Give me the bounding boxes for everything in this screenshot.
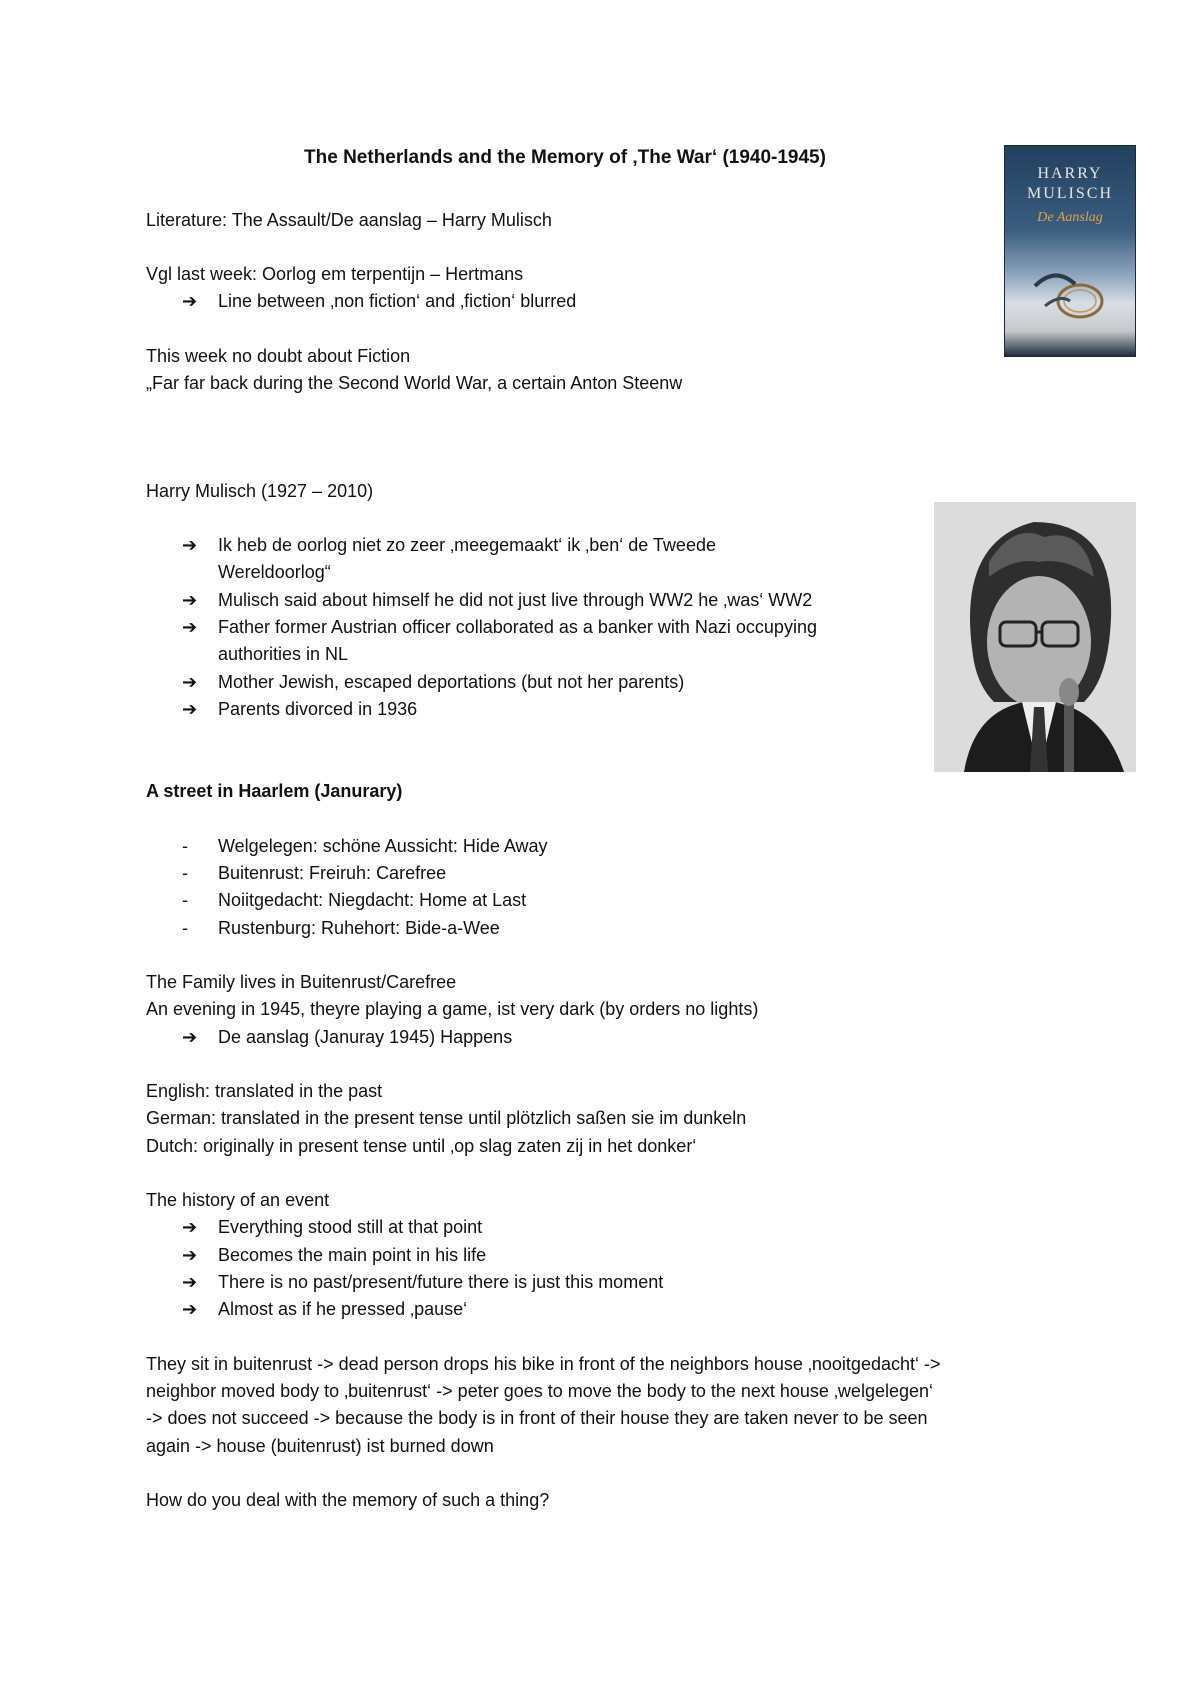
list-item xyxy=(182,698,417,720)
street-house: Buitenrust: Freiruh: Carefree xyxy=(218,863,447,883)
vgl-point: Line between ‚non fiction‘ and ‚fiction‘ blurred xyxy=(218,291,577,311)
street-house: Noiitgedacht: Niegdacht: Home at Last xyxy=(218,890,527,910)
list-item xyxy=(182,534,716,556)
harry-mulisch-portrait xyxy=(934,502,1136,772)
bicycle-wheel-illustration xyxy=(1025,246,1115,336)
arrow-right-icon: ➔ xyxy=(182,617,198,637)
history-heading: The history of an event xyxy=(146,1190,330,1210)
list-item: - Buitenrust: Freiruh: Carefree xyxy=(182,863,447,883)
story-line: again -> house (buitenrust) ist burned down xyxy=(146,1436,494,1456)
book-cover-title: De Aanslag xyxy=(1037,210,1103,225)
page-title: The Netherlands and the Memory of ‚The War‘ (1940-1945) xyxy=(304,147,826,168)
quote-line: „Far far back during the Second World War, a certain Anton Steenw xyxy=(146,373,683,393)
history-point: Everything stood still at that point xyxy=(218,1217,483,1237)
street-house: Rustenburg: Ruhehort: Bide-a-Wee xyxy=(218,918,500,938)
arrow-right-icon: ➔ xyxy=(182,699,198,719)
german-line: German: translated in the present tense until plötzlich saßen sie im dunkeln xyxy=(146,1108,747,1128)
english-line: English: translated in the past xyxy=(146,1081,383,1101)
list-item xyxy=(182,1298,467,1320)
mulisch-point: Parents divorced in 1936 xyxy=(218,699,418,719)
dutch-line: Dutch: originally in present tense until ‚op slag zaten zij in het donker‘ xyxy=(146,1136,697,1156)
book-cover-image xyxy=(1004,145,1136,357)
story-line: -> does not succeed -> because the body is in front of their house they are taken never to be seen xyxy=(146,1408,928,1428)
arrow-right-icon: ➔ xyxy=(182,1245,198,1265)
list-item xyxy=(182,671,684,693)
history-point: Almost as if he pressed ‚pause‘ xyxy=(218,1299,468,1319)
arrow-right-icon: ➔ xyxy=(182,1217,198,1237)
list-item xyxy=(182,616,817,638)
history-point: There is no past/present/future there is just this moment xyxy=(218,1272,664,1292)
book-cover-author-first: HARRY xyxy=(1037,165,1103,182)
evening-line: An evening in 1945, theyre playing a game, ist very dark (by orders no lights) xyxy=(146,999,759,1019)
mulisch-point-continuation: Wereldoorlog“ xyxy=(218,562,331,582)
mulisch-heading: Harry Mulisch (1927 – 2010) xyxy=(146,481,374,501)
list-item xyxy=(182,1271,663,1293)
list-item: - Rustenburg: Ruhehort: Bide-a-Wee xyxy=(182,918,500,938)
aanslag-point: De aanslag (Januray 1945) Happens xyxy=(218,1027,513,1047)
mulisch-point: Mulisch said about himself he did not just live through WW2 he ‚was‘ WW2 xyxy=(218,590,813,610)
arrow-right-icon: ➔ xyxy=(182,291,198,311)
story-line: They sit in buitenrust -> dead person drops his bike in front of the neighbors house ‚nooitgedacht‘ -> xyxy=(146,1354,941,1374)
closing-question: How do you deal with the memory of such a thing? xyxy=(146,1490,550,1510)
story-line: neighbor moved body to ‚buitenrust‘ -> peter goes to move the body to the next house ‚welgelegen‘ xyxy=(146,1381,934,1401)
list-item xyxy=(182,1026,512,1048)
this-week-line: This week no doubt about Fiction xyxy=(146,346,411,366)
arrow-right-icon: ➔ xyxy=(182,1272,198,1292)
list-item xyxy=(182,1244,486,1266)
arrow-right-icon: ➔ xyxy=(182,535,198,555)
arrow-right-icon: ➔ xyxy=(182,1027,198,1047)
street-heading: A street in Haarlem (Janurary) xyxy=(146,781,403,801)
arrow-right-icon: ➔ xyxy=(182,1299,198,1319)
family-line: The Family lives in Buitenrust/Carefree xyxy=(146,972,457,992)
vgl-line: Vgl last week: Oorlog em terpentijn – Hertmans xyxy=(146,264,524,284)
history-point: Becomes the main point in his life xyxy=(218,1245,487,1265)
list-item xyxy=(182,290,576,312)
mulisch-point: Father former Austrian officer collaborated as a banker with Nazi occupying xyxy=(218,617,817,637)
mulisch-point-continuation: authorities in NL xyxy=(218,644,349,664)
list-item xyxy=(182,589,812,611)
mulisch-point: Mother Jewish, escaped deportations (but not her parents) xyxy=(218,672,685,692)
list-item xyxy=(182,1216,482,1238)
literature-line: Literature: The Assault/De aanslag – Harry Mulisch xyxy=(146,210,552,230)
mulisch-point: Ik heb de oorlog niet zo zeer ‚meegemaakt‘ ik ‚ben‘ de Tweede xyxy=(218,535,716,555)
street-house: Welgelegen: schöne Aussicht: Hide Away xyxy=(218,836,548,856)
list-item: - Noiitgedacht: Niegdacht: Home at Last xyxy=(182,890,527,910)
book-cover-author xyxy=(1005,164,1135,204)
arrow-right-icon: ➔ xyxy=(182,590,198,610)
list-item: - Welgelegen: schöne Aussicht: Hide Away xyxy=(182,836,548,856)
book-cover-author-last: MULISCH xyxy=(1026,185,1113,202)
arrow-right-icon: ➔ xyxy=(182,672,198,692)
